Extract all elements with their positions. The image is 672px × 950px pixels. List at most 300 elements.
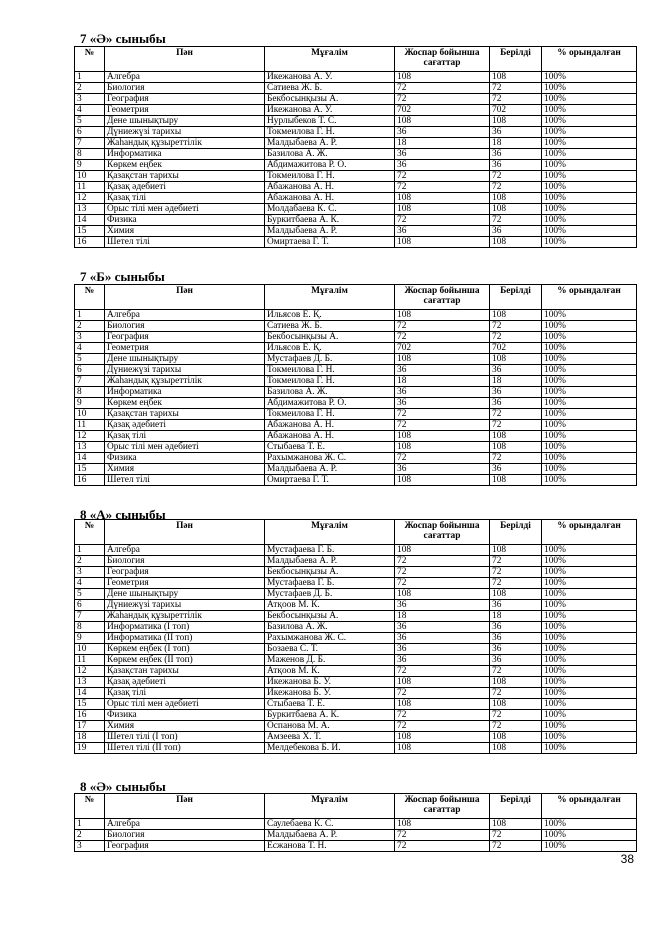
table-row (75, 72, 637, 83)
cell-percent: 100% (542, 182, 637, 193)
cell-given-hours: 72 (490, 453, 542, 464)
cell-subject: Жаһандық құзыреттілік (105, 376, 265, 387)
cell-teacher: Рахымжанова Ж. С. (265, 633, 395, 644)
cell-subject: Шетел тілі (105, 475, 265, 486)
cell-planned-hours: 18 (395, 376, 490, 387)
cell-subject: Қазақстан тарихы (105, 666, 265, 677)
cell-planned-hours: 108 (395, 475, 490, 486)
cell-number: 16 (75, 710, 105, 721)
cell-percent: 100% (542, 215, 637, 226)
cell-given-hours: 108 (490, 204, 542, 215)
cell-teacher: Амзеева Х. Т. (265, 732, 395, 743)
cell-subject: Қазақстан тарихы (105, 409, 265, 420)
cell-teacher: Атқоов М. К. (265, 600, 395, 611)
cell-given-hours: 18 (490, 138, 542, 149)
cell-teacher: Базилова А. Ж. (265, 622, 395, 633)
cell-planned-hours: 36 (395, 655, 490, 666)
cell-teacher: Токмеилова Г. Н. (265, 409, 395, 420)
cell-planned-hours: 18 (395, 611, 490, 622)
cell-teacher: Малдыбаева А. Р. (265, 138, 395, 149)
cell-percent: 100% (542, 600, 637, 611)
cell-percent: 100% (542, 677, 637, 688)
cell-planned-hours: 108 (395, 589, 490, 600)
cell-subject: География (105, 94, 265, 105)
column-header: Жоспар бойынша сағаттар (395, 47, 490, 72)
page-number: 38 (620, 852, 634, 866)
cell-teacher: Ильясов Е. Қ. (265, 310, 395, 321)
cell-percent: 100% (542, 475, 637, 486)
cell-percent: 100% (542, 376, 637, 387)
cell-subject: Орыс тілі мен әдебиеті (105, 442, 265, 453)
cell-given-hours: 36 (490, 644, 542, 655)
cell-teacher: Буркитбаева А. К. (265, 215, 395, 226)
cell-given-hours: 72 (490, 215, 542, 226)
cell-number: 8 (75, 149, 105, 160)
cell-teacher: Икежанова Б. У. (265, 688, 395, 699)
cell-planned-hours: 72 (395, 453, 490, 464)
column-header: % орындалған (542, 285, 637, 310)
cell-given-hours: 36 (490, 655, 542, 666)
cell-subject: Қазақ әдебиеті (105, 182, 265, 193)
cell-number: 15 (75, 699, 105, 710)
cell-percent: 100% (542, 138, 637, 149)
cell-percent: 100% (542, 841, 637, 852)
cell-number: 5 (75, 116, 105, 127)
cell-planned-hours: 36 (395, 226, 490, 237)
cell-teacher: Токмеилова Г. Н. (265, 376, 395, 387)
cell-number: 3 (75, 841, 105, 852)
cell-teacher: Икежанова А. У. (265, 105, 395, 116)
cell-given-hours: 36 (490, 127, 542, 138)
table-row (75, 578, 637, 589)
table-row (75, 464, 637, 475)
cell-percent: 100% (542, 127, 637, 138)
cell-teacher: Абажанова А. Н. (265, 431, 395, 442)
cell-planned-hours: 108 (395, 204, 490, 215)
cell-subject: Қазақ тілі (105, 688, 265, 699)
cell-number: 8 (75, 622, 105, 633)
column-header: Мұғалім (265, 520, 395, 545)
cell-teacher: Атқоов М. К. (265, 666, 395, 677)
cell-given-hours: 36 (490, 387, 542, 398)
cell-percent: 100% (542, 354, 637, 365)
cell-planned-hours: 36 (395, 622, 490, 633)
cell-planned-hours: 72 (395, 83, 490, 94)
cell-percent: 100% (542, 105, 637, 116)
cell-given-hours: 36 (490, 464, 542, 475)
cell-subject: Геометрия (105, 343, 265, 354)
table-row (75, 688, 637, 699)
cell-planned-hours: 108 (395, 699, 490, 710)
cell-number: 4 (75, 343, 105, 354)
cell-planned-hours: 36 (395, 644, 490, 655)
table-row (75, 655, 637, 666)
section-title: 7 «Б» сыныбы (80, 269, 165, 284)
cell-subject: Шетел тілі (I топ) (105, 732, 265, 743)
cell-teacher: Бекбосынқызы А. (265, 94, 395, 105)
cell-number: 16 (75, 475, 105, 486)
section-table (74, 46, 637, 248)
cell-percent: 100% (542, 365, 637, 376)
cell-given-hours: 36 (490, 398, 542, 409)
cell-subject: Қазақ әдебиеті (105, 420, 265, 431)
cell-subject: Шетел тілі (105, 237, 265, 248)
cell-number: 19 (75, 743, 105, 754)
cell-subject: Шетел тілі (II топ) (105, 743, 265, 754)
table-row (75, 589, 637, 600)
column-header: Жоспар бойынша сағаттар (395, 520, 490, 545)
cell-given-hours: 72 (490, 841, 542, 852)
cell-teacher: Икежанова А. У. (265, 72, 395, 83)
table-row (75, 556, 637, 567)
cell-percent: 100% (542, 453, 637, 464)
table-row (75, 127, 637, 138)
cell-number: 9 (75, 398, 105, 409)
cell-teacher: Мустафаева Г. Б. (265, 545, 395, 556)
cell-subject: Көркем еңбек (II топ) (105, 655, 265, 666)
cell-percent: 100% (542, 721, 637, 732)
cell-percent: 100% (542, 116, 637, 127)
cell-percent: 100% (542, 83, 637, 94)
table-row (75, 343, 637, 354)
cell-planned-hours: 72 (395, 420, 490, 431)
cell-percent: 100% (542, 72, 637, 83)
cell-given-hours: 18 (490, 376, 542, 387)
cell-planned-hours: 72 (395, 215, 490, 226)
cell-number: 16 (75, 237, 105, 248)
cell-planned-hours: 108 (395, 72, 490, 83)
table-row (75, 666, 637, 677)
section-table (74, 519, 637, 754)
cell-subject: Геометрия (105, 578, 265, 589)
cell-subject: География (105, 332, 265, 343)
cell-number: 1 (75, 72, 105, 83)
cell-given-hours: 108 (490, 193, 542, 204)
table-row (75, 398, 637, 409)
table-row (75, 237, 637, 248)
cell-subject: Жаһандық құзыреттілік (105, 138, 265, 149)
cell-teacher: Токмеилова Г. Н. (265, 365, 395, 376)
cell-number: 7 (75, 611, 105, 622)
cell-teacher: Бекбосынқызы А. (265, 332, 395, 343)
column-header: % орындалған (542, 794, 637, 819)
cell-number: 2 (75, 556, 105, 567)
cell-planned-hours: 72 (395, 841, 490, 852)
cell-teacher: Омиртаева Г. Т. (265, 237, 395, 248)
table-row (75, 431, 637, 442)
cell-given-hours: 72 (490, 721, 542, 732)
table-row (75, 699, 637, 710)
cell-given-hours: 72 (490, 567, 542, 578)
cell-given-hours: 108 (490, 72, 542, 83)
column-header: Мұғалім (265, 794, 395, 819)
cell-number: 9 (75, 633, 105, 644)
cell-planned-hours: 72 (395, 321, 490, 332)
cell-number: 11 (75, 420, 105, 431)
cell-planned-hours: 72 (395, 666, 490, 677)
cell-percent: 100% (542, 332, 637, 343)
cell-subject: Дүниежүзі тарихы (105, 600, 265, 611)
cell-teacher: Бекбосынқызы А. (265, 611, 395, 622)
cell-given-hours: 108 (490, 545, 542, 556)
table-row (75, 116, 637, 127)
table-row (75, 567, 637, 578)
cell-planned-hours: 108 (395, 310, 490, 321)
cell-given-hours: 36 (490, 633, 542, 644)
cell-percent: 100% (542, 589, 637, 600)
section-title: 8 «А» сыныбы (80, 507, 166, 522)
cell-percent: 100% (542, 633, 637, 644)
cell-planned-hours: 72 (395, 409, 490, 420)
table-row (75, 475, 637, 486)
column-header: Пән (105, 285, 265, 310)
cell-number: 15 (75, 464, 105, 475)
cell-number: 14 (75, 688, 105, 699)
cell-subject: Алгебра (105, 72, 265, 83)
column-header: Мұғалім (265, 285, 395, 310)
cell-given-hours: 36 (490, 149, 542, 160)
table-row (75, 841, 637, 852)
table-row (75, 215, 637, 226)
column-header: № (75, 520, 105, 545)
cell-subject: Информатика (II топ) (105, 633, 265, 644)
cell-planned-hours: 36 (395, 464, 490, 475)
cell-percent: 100% (542, 420, 637, 431)
cell-percent: 100% (542, 409, 637, 420)
cell-planned-hours: 108 (395, 193, 490, 204)
table-row (75, 442, 637, 453)
cell-percent: 100% (542, 578, 637, 589)
cell-subject: Орыс тілі мен әдебиеті (105, 699, 265, 710)
cell-teacher: Омиртаева Г. Т. (265, 475, 395, 486)
cell-number: 18 (75, 732, 105, 743)
cell-given-hours: 72 (490, 182, 542, 193)
column-header: Берілді (490, 285, 542, 310)
cell-number: 8 (75, 387, 105, 398)
cell-number: 3 (75, 567, 105, 578)
cell-given-hours: 108 (490, 743, 542, 754)
cell-planned-hours: 36 (395, 398, 490, 409)
cell-percent: 100% (542, 442, 637, 453)
cell-number: 9 (75, 160, 105, 171)
cell-subject: Қазақ әдебиеті (105, 677, 265, 688)
column-header: Берілді (490, 520, 542, 545)
cell-planned-hours: 72 (395, 830, 490, 841)
cell-subject: Физика (105, 710, 265, 721)
table-row (75, 622, 637, 633)
table-row (75, 830, 637, 841)
cell-given-hours: 36 (490, 160, 542, 171)
cell-number: 10 (75, 409, 105, 420)
table-row (75, 310, 637, 321)
cell-teacher: Икежанова Б. У. (265, 677, 395, 688)
cell-number: 13 (75, 677, 105, 688)
cell-subject: Химия (105, 721, 265, 732)
cell-percent: 100% (542, 567, 637, 578)
table-row (75, 138, 637, 149)
cell-given-hours: 72 (490, 420, 542, 431)
column-header: № (75, 794, 105, 819)
cell-given-hours: 108 (490, 431, 542, 442)
table-header-row (75, 47, 637, 72)
cell-percent: 100% (542, 556, 637, 567)
cell-teacher: Молдабаева К. С. (265, 204, 395, 215)
table-row (75, 819, 637, 830)
cell-teacher: Абдимажитова Р. О. (265, 160, 395, 171)
cell-teacher: Буркитбаева А. К. (265, 710, 395, 721)
cell-given-hours: 72 (490, 83, 542, 94)
table-row (75, 710, 637, 721)
cell-planned-hours: 72 (395, 556, 490, 567)
table-row (75, 545, 637, 556)
cell-number: 5 (75, 354, 105, 365)
cell-given-hours: 72 (490, 666, 542, 677)
table-row (75, 677, 637, 688)
cell-planned-hours: 72 (395, 567, 490, 578)
cell-subject: Биология (105, 83, 265, 94)
column-header: Жоспар бойынша сағаттар (395, 794, 490, 819)
cell-percent: 100% (542, 830, 637, 841)
cell-given-hours: 108 (490, 237, 542, 248)
table-row (75, 644, 637, 655)
cell-subject: География (105, 567, 265, 578)
table-header-row (75, 520, 637, 545)
cell-planned-hours: 72 (395, 332, 490, 343)
cell-percent: 100% (542, 464, 637, 475)
column-header: Пән (105, 520, 265, 545)
cell-subject: Алгебра (105, 545, 265, 556)
cell-subject: Биология (105, 321, 265, 332)
cell-given-hours: 72 (490, 171, 542, 182)
table-row (75, 321, 637, 332)
cell-percent: 100% (542, 321, 637, 332)
cell-subject: Дене шынықтыру (105, 354, 265, 365)
cell-number: 6 (75, 365, 105, 376)
cell-given-hours: 108 (490, 475, 542, 486)
cell-subject: Көркем еңбек (105, 398, 265, 409)
cell-planned-hours: 36 (395, 127, 490, 138)
cell-number: 1 (75, 310, 105, 321)
cell-teacher: Рахымжанова Ж. С. (265, 453, 395, 464)
cell-number: 4 (75, 578, 105, 589)
cell-number: 6 (75, 600, 105, 611)
cell-planned-hours: 108 (395, 237, 490, 248)
cell-subject: Дүниежүзі тарихы (105, 127, 265, 138)
column-header: Пән (105, 47, 265, 72)
cell-given-hours: 702 (490, 343, 542, 354)
cell-percent: 100% (542, 193, 637, 204)
table-row (75, 204, 637, 215)
column-header: № (75, 285, 105, 310)
cell-given-hours: 108 (490, 310, 542, 321)
cell-subject: Алгебра (105, 310, 265, 321)
cell-percent: 100% (542, 171, 637, 182)
column-header: Пән (105, 794, 265, 819)
cell-given-hours: 72 (490, 688, 542, 699)
cell-given-hours: 18 (490, 611, 542, 622)
cell-subject: Информатика (I топ) (105, 622, 265, 633)
cell-planned-hours: 72 (395, 182, 490, 193)
cell-number: 11 (75, 655, 105, 666)
table-row (75, 171, 637, 182)
cell-teacher: Токмеилова Г. Н. (265, 171, 395, 182)
column-header: Берілді (490, 794, 542, 819)
table-row (75, 226, 637, 237)
cell-planned-hours: 72 (395, 171, 490, 182)
cell-planned-hours: 18 (395, 138, 490, 149)
cell-percent: 100% (542, 655, 637, 666)
cell-given-hours: 72 (490, 578, 542, 589)
cell-teacher: Бозаева С. Т. (265, 644, 395, 655)
cell-subject: Химия (105, 464, 265, 475)
cell-subject: Көркем еңбек (I топ) (105, 644, 265, 655)
cell-subject: Информатика (105, 149, 265, 160)
cell-teacher: Нурлыбеков Т. С. (265, 116, 395, 127)
cell-planned-hours: 72 (395, 578, 490, 589)
cell-percent: 100% (542, 160, 637, 171)
cell-given-hours: 108 (490, 677, 542, 688)
cell-number: 3 (75, 94, 105, 105)
cell-subject: Қазақстан тарихы (105, 171, 265, 182)
table-row (75, 182, 637, 193)
section-table (74, 284, 637, 486)
cell-subject: Дүниежүзі тарихы (105, 365, 265, 376)
table-header-row (75, 285, 637, 310)
cell-percent: 100% (542, 237, 637, 248)
cell-percent: 100% (542, 204, 637, 215)
cell-given-hours: 108 (490, 589, 542, 600)
section-title: 7 «Ә» сыныбы (80, 31, 166, 46)
cell-teacher: Сатиева Ж. Б. (265, 83, 395, 94)
cell-given-hours: 72 (490, 710, 542, 721)
cell-subject: Биология (105, 556, 265, 567)
cell-number: 13 (75, 204, 105, 215)
cell-subject: Физика (105, 215, 265, 226)
cell-given-hours: 72 (490, 321, 542, 332)
cell-number: 12 (75, 193, 105, 204)
cell-given-hours: 108 (490, 699, 542, 710)
cell-teacher: Абажанова А. Н. (265, 193, 395, 204)
cell-given-hours: 108 (490, 442, 542, 453)
table-row (75, 409, 637, 420)
cell-teacher: Ильясов Е. Қ. (265, 343, 395, 354)
cell-planned-hours: 108 (395, 116, 490, 127)
cell-percent: 100% (542, 387, 637, 398)
cell-number: 10 (75, 644, 105, 655)
cell-number: 3 (75, 332, 105, 343)
cell-percent: 100% (542, 622, 637, 633)
cell-percent: 100% (542, 732, 637, 743)
cell-subject: Жаһандық құзыреттілік (105, 611, 265, 622)
cell-number: 14 (75, 215, 105, 226)
cell-teacher: Базилова А. Ж. (265, 387, 395, 398)
cell-number: 11 (75, 182, 105, 193)
table-row (75, 105, 637, 116)
cell-given-hours: 36 (490, 226, 542, 237)
cell-percent: 100% (542, 343, 637, 354)
table-row (75, 83, 637, 94)
table-row (75, 721, 637, 732)
cell-given-hours: 108 (490, 819, 542, 830)
cell-number: 4 (75, 105, 105, 116)
table-row (75, 732, 637, 743)
cell-given-hours: 702 (490, 105, 542, 116)
cell-planned-hours: 36 (395, 600, 490, 611)
cell-given-hours: 36 (490, 622, 542, 633)
cell-given-hours: 108 (490, 116, 542, 127)
cell-given-hours: 72 (490, 830, 542, 841)
cell-percent: 100% (542, 710, 637, 721)
